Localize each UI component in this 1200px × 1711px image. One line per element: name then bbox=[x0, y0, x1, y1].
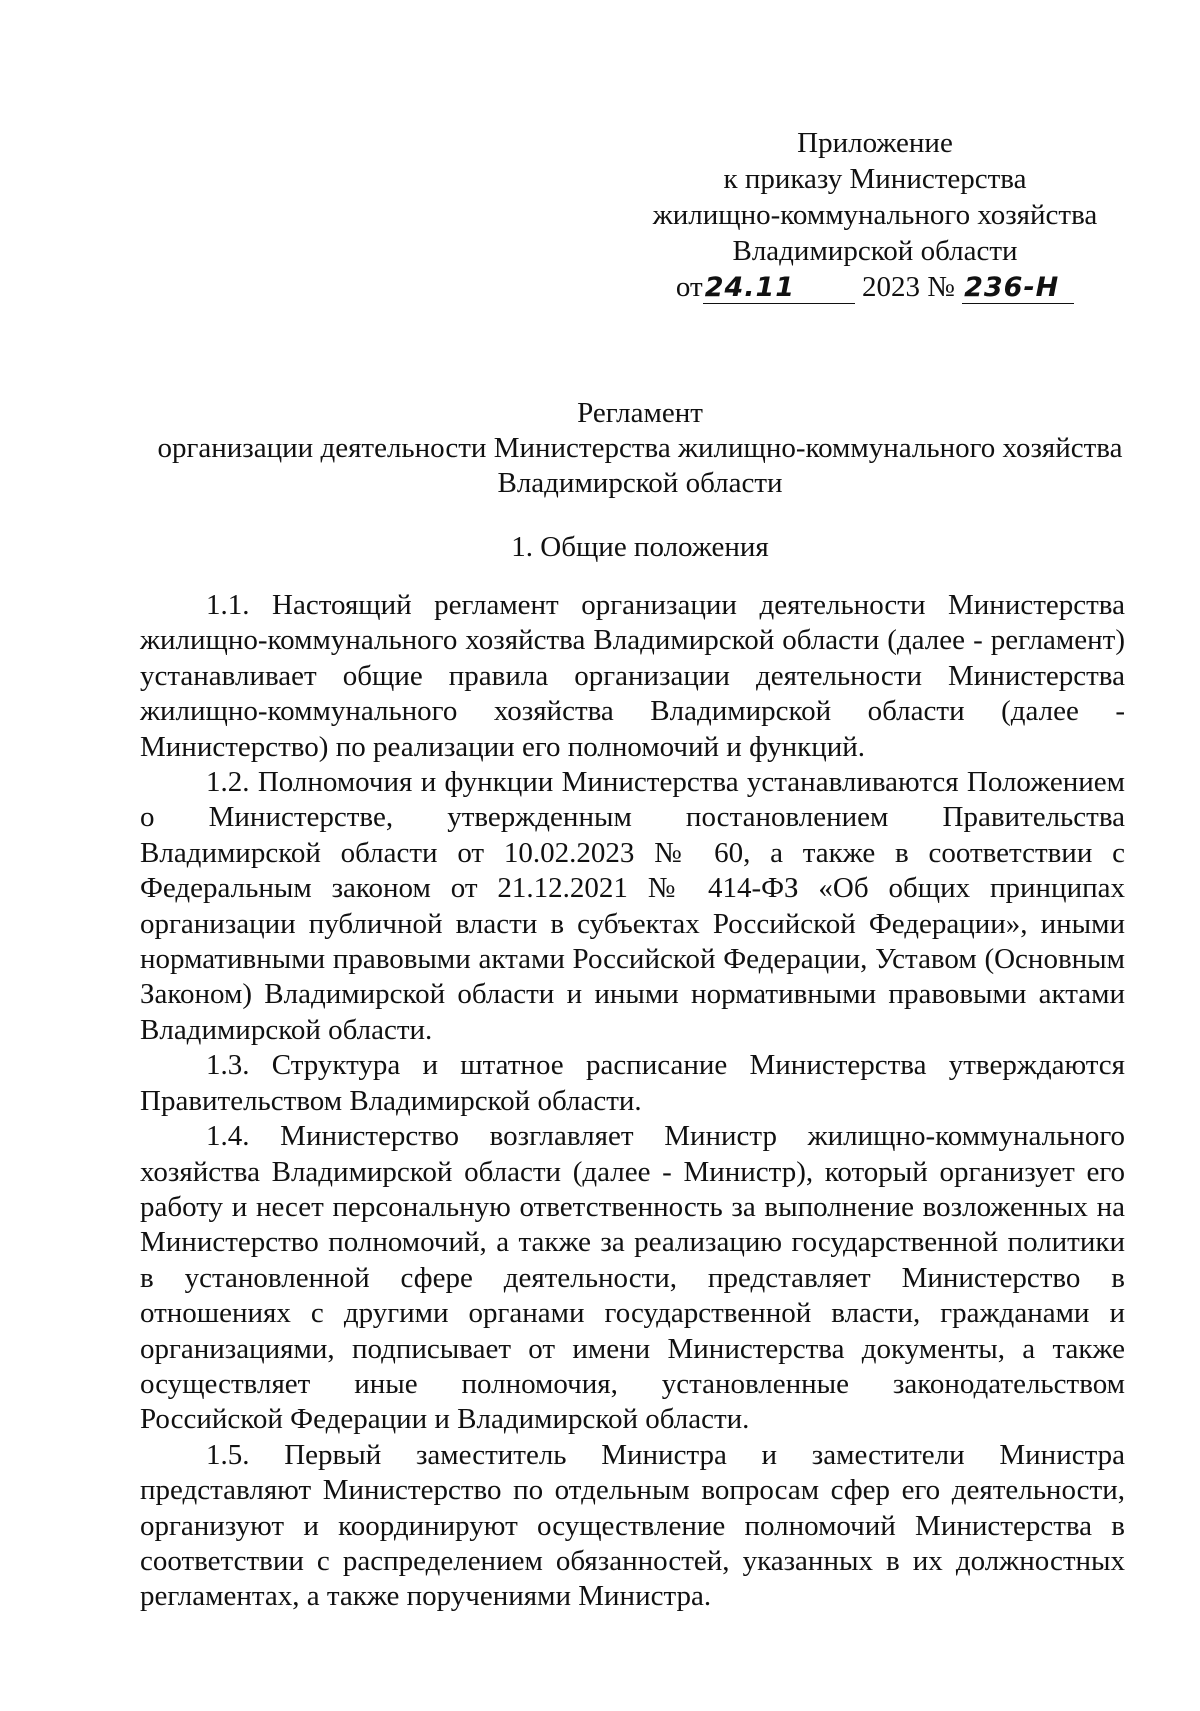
paragraph-1-1: 1.1. Настоящий регламент организации деятельности Министерства жилищно-коммунального хозяйства Владимирской области (далее - регламент) устанавливает общие правила организации деятельности Министерства жилищно-коммунального хозяйства Владимирской области (далее - Министерство) по реализации его полномочий и функций. bbox=[140, 589, 1125, 763]
number-field bbox=[962, 272, 1074, 304]
appendix-header bbox=[640, 125, 1110, 305]
appendix-region: Владимирской области bbox=[732, 235, 1018, 267]
paragraph-1-2: 1.2. Полномочия и функции Министерства устанавливаются Положением о Министерстве, утвержденным постановлением Правительства Владимирской области от 10.02.2023 № 60, а также в соответствии с Федеральным законом от 21.12.2021 № 414-ФЗ «Об общих принципах организации публичной власти в субъектах Российской Федерации», иными нормативными правовыми актами Российской Федерации, Уставом (Основным Законом) Владимирской области и иными нормативными правовыми актами Владимирской области. bbox=[140, 766, 1125, 1046]
paragraph-1-5: 1.5. Первый заместитель Министра и заместители Министра представляют Министерство по отдельным вопросам сфер его деятельности, организуют и координируют осуществление полномочий Министерства в соответствии с распределением обязанностей, указанных в их должностных регламентах, а также поручениями Министра. bbox=[140, 1438, 1125, 1613]
title-line-2: организации деятельности Министерства жилищно-коммунального хозяйства bbox=[157, 432, 1123, 464]
order-dateline bbox=[640, 269, 1110, 305]
appendix-label: Приложение bbox=[797, 127, 953, 159]
document-body bbox=[140, 588, 1125, 1615]
appendix-order-ref: к приказу Министерства bbox=[723, 163, 1027, 195]
handwritten-date: 24.11 bbox=[704, 272, 796, 303]
paragraph-1-4: 1.4. Министерство возглавляет Министр жилищно-коммунального хозяйства Владимирской области (далее - Министр), который организует его работу и несет персональную ответственность за выполнение возложенных на Министерство полномочий, а также за реализацию государственной политики в установленной сфере деятельности, представляет Министерство в отношениях с другими органами государственной власти, гражданами и организациями, подписывает от имени Министерства документы, а также осуществляет иные полномочия, установленные законодательством Российской Федерации и Владимирской области. bbox=[140, 1120, 1125, 1436]
paragraph-1-3: 1.3. Структура и штатное расписание Министерства утверждаются Правительством Владимирской области. bbox=[140, 1049, 1125, 1117]
order-year: 2023 № bbox=[861, 271, 955, 303]
title-line-1: Регламент bbox=[577, 397, 703, 429]
title-line-3: Владимирской области bbox=[497, 467, 783, 499]
appendix-ministry-name: жилищно-коммунального хозяйства bbox=[652, 199, 1098, 231]
document-title bbox=[140, 396, 1140, 501]
date-prefix: от bbox=[675, 271, 703, 303]
section-heading: 1. Общие положения bbox=[511, 531, 769, 563]
handwritten-number: 236-Н bbox=[964, 272, 1060, 303]
date-field bbox=[703, 272, 855, 304]
